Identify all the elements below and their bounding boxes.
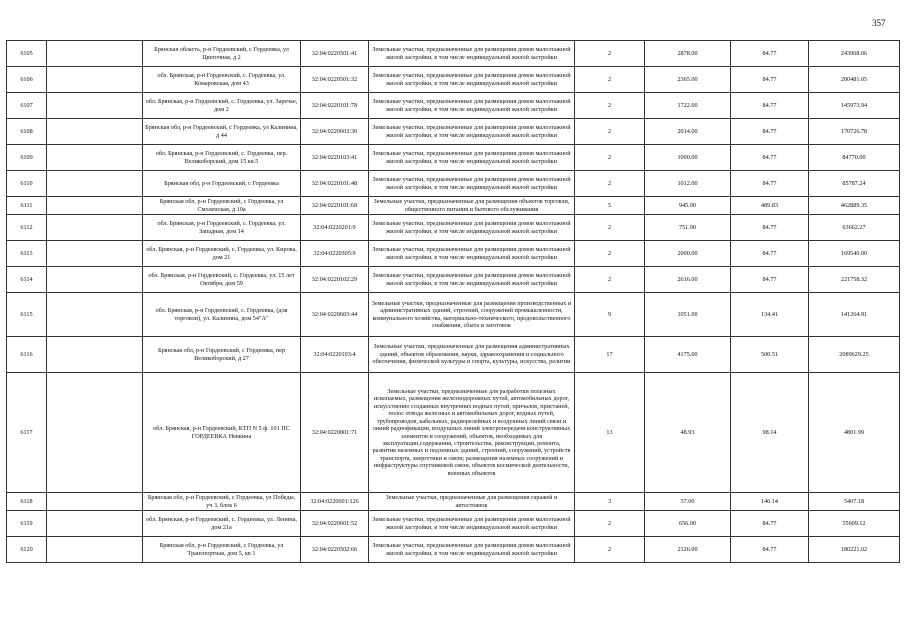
cadastral-number-cell: 32:04:0220101:48 xyxy=(301,171,369,197)
land-use-cell: Земельные участки, предназначенные для размещения домов малоэтажной жилой застройки, в том числе индивидуальной жилой застройки xyxy=(369,145,575,171)
spacer-cell xyxy=(47,145,143,171)
spacer-cell xyxy=(47,119,143,145)
spacer-cell xyxy=(47,241,143,267)
table-row xyxy=(7,119,900,145)
use-group-cell: 9 xyxy=(575,293,645,337)
rate-cell: 84.77 xyxy=(731,241,809,267)
cadastral-value-cell: 221758.32 xyxy=(809,267,900,293)
rate-cell: 98.14 xyxy=(731,373,809,493)
address-cell: обл. Брянская, р-н Гордеевский, с. Гордеевка, пер. Великоборский, дом 15 кв.5 xyxy=(143,145,301,171)
row-number-cell: 6113 xyxy=(7,241,47,267)
row-number-cell: 6111 xyxy=(7,197,47,215)
row-number-cell: 6119 xyxy=(7,511,47,537)
use-group-cell: 5 xyxy=(575,197,645,215)
spacer-cell xyxy=(47,197,143,215)
address-cell: обл. Брянская, р-н Гордеевский, с. Гордеевка, (для торговли), ул. Калинина, дом 54"А" xyxy=(143,293,301,337)
table-row xyxy=(7,197,900,215)
land-use-cell: Земельные участки, предназначенные для размещения производственных и административных зданий, строений, сооружений промышленности, коммунального хозяйства, материально-технического, продовольственного снабжения, сбыта и заготовок xyxy=(369,293,575,337)
row-number-cell: 6108 xyxy=(7,119,47,145)
address-cell: обл. Брянская, р-н Гордеевский, с. Гордеевка, ул. Комаровская, дом 43 xyxy=(143,67,301,93)
row-number-cell: 6117 xyxy=(7,373,47,493)
cadastral-value-cell: 169540.00 xyxy=(809,241,900,267)
spacer-cell xyxy=(47,537,143,563)
cadastral-value-cell: 243968.06 xyxy=(809,41,900,67)
cadastral-value-cell: 462889.35 xyxy=(809,197,900,215)
area-cell: 2014.00 xyxy=(645,119,731,145)
table-row xyxy=(7,67,900,93)
table-row xyxy=(7,145,900,171)
spacer-cell xyxy=(47,493,143,511)
rate-cell: 84.77 xyxy=(731,67,809,93)
row-number-cell: 6105 xyxy=(7,41,47,67)
address-cell: Брянская обл, р-н Гордеевский, с Гордеевка, пер Великоборский, д 27 xyxy=(143,337,301,373)
land-use-cell: Земельные участки, предназначенные для размещения домов малоэтажной жилой застройки, в том числе индивидуальной жилой застройки xyxy=(369,241,575,267)
cadastral-number-cell: 32:04:0220305:9 xyxy=(301,241,369,267)
address-cell: Брянская обл, р-н Гордеевский, с Гордеевка, ул Калинина, д 44 xyxy=(143,119,301,145)
address-cell: Брянская обл, р-н Гордеевский, с Гордеевка xyxy=(143,171,301,197)
spacer-cell xyxy=(47,373,143,493)
cadastral-number-cell: 32:04:0220201:9 xyxy=(301,215,369,241)
land-use-cell: Земельные участки, предназначенные для размещения объектов торговли, общественного питания и бытового обслуживания xyxy=(369,197,575,215)
cadastral-value-cell: 145973.94 xyxy=(809,93,900,119)
cadastral-number-cell: 32:04:0220101:78 xyxy=(301,93,369,119)
area-cell: 1722.00 xyxy=(645,93,731,119)
area-cell: 4175.00 xyxy=(645,337,731,373)
area-cell: 1051.00 xyxy=(645,293,731,337)
cadastral-number-cell: 32:04:0220102:29 xyxy=(301,267,369,293)
rate-cell: 84.77 xyxy=(731,171,809,197)
address-cell: обл. Брянская, р-н Гордеевский, с. Гордеевка, ул. Западная, дом 14 xyxy=(143,215,301,241)
area-cell: 1012.00 xyxy=(645,171,731,197)
cadastral-number-cell: 32:04:0220601:52 xyxy=(301,511,369,537)
spacer-cell xyxy=(47,41,143,67)
rate-cell: 84.77 xyxy=(731,537,809,563)
cadastral-number-cell: 32:04:0220601:126 xyxy=(301,493,369,511)
rate-cell: 84.77 xyxy=(731,511,809,537)
rate-cell: 84.77 xyxy=(731,145,809,171)
use-group-cell: 17 xyxy=(575,337,645,373)
row-number-cell: 6110 xyxy=(7,171,47,197)
cadastral-number-cell: 32:04:0220502:66 xyxy=(301,537,369,563)
page-number: 357 xyxy=(872,18,886,28)
table-row xyxy=(7,293,900,337)
cadastral-number-cell: 32:04:0220501:41 xyxy=(301,41,369,67)
cadastral-value-cell: 55609.12 xyxy=(809,511,900,537)
use-group-cell: 2 xyxy=(575,145,645,171)
address-cell: обл. Брянская, р-н Гордеевский, КТП N 5 ф. 101 ПС ГОРДЕЕВКА Невкина xyxy=(143,373,301,493)
cadastral-value-cell: 63662.27 xyxy=(809,215,900,241)
use-group-cell: 2 xyxy=(575,215,645,241)
table-row xyxy=(7,337,900,373)
table-row xyxy=(7,267,900,293)
cadastral-number-cell: 32:04:0220501:32 xyxy=(301,67,369,93)
rate-cell: 134.41 xyxy=(731,293,809,337)
use-group-cell: 2 xyxy=(575,41,645,67)
cadastral-value-cell: 85787.24 xyxy=(809,171,900,197)
land-use-cell: Земельные участки, предназначенные для размещения домов малоэтажной жилой застройки, в том числе индивидуальной жилой застройки xyxy=(369,267,575,293)
row-number-cell: 6114 xyxy=(7,267,47,293)
rate-cell: 84.77 xyxy=(731,119,809,145)
row-number-cell: 6106 xyxy=(7,67,47,93)
cadastral-number-cell: 32:04:0220103:41 xyxy=(301,145,369,171)
row-number-cell: 6112 xyxy=(7,215,47,241)
land-use-cell: Земельные участки, предназначенные для размещения домов малоэтажной жилой застройки, в том числе индивидуальной жилой застройки xyxy=(369,67,575,93)
use-group-cell: 2 xyxy=(575,93,645,119)
row-number-cell: 6107 xyxy=(7,93,47,119)
cadastral-value-cell: 200481.05 xyxy=(809,67,900,93)
land-use-cell: Земельные участки, предназначенные для размещения домов малоэтажной жилой застройки, в том числе индивидуальной жилой застройки xyxy=(369,537,575,563)
cadastral-number-cell: 32:04:0220603:44 xyxy=(301,293,369,337)
table-row xyxy=(7,241,900,267)
rate-cell: 84.77 xyxy=(731,93,809,119)
land-registry-table xyxy=(6,40,900,563)
spacer-cell xyxy=(47,171,143,197)
area-cell: 751.00 xyxy=(645,215,731,241)
use-group-cell: 2 xyxy=(575,119,645,145)
address-cell: обл. Брянская, р-н Гордеевский, с. Гордеевка, ул. 15 лет Октября, дом 59 xyxy=(143,267,301,293)
table-row xyxy=(7,215,900,241)
row-number-cell: 6120 xyxy=(7,537,47,563)
area-cell: 2616.00 xyxy=(645,267,731,293)
spacer-cell xyxy=(47,67,143,93)
land-use-cell: Земельные участки, предназначенные для размещения домов малоэтажной жилой застройки, в том числе индивидуальной жилой застройки xyxy=(369,41,575,67)
table-row xyxy=(7,537,900,563)
use-group-cell: 2 xyxy=(575,537,645,563)
land-use-cell: Земельные участки, предназначенные для размещения домов малоэтажной жилой застройки, в том числе индивидуальной жилой застройки xyxy=(369,93,575,119)
land-use-cell: Земельные участки, предназначенные для размещения гаражей и автостоянок xyxy=(369,493,575,511)
spacer-cell xyxy=(47,293,143,337)
spacer-cell xyxy=(47,93,143,119)
address-cell: обл. Брянская, р-н Гордеевский, с. Гордеевка, ул. Кирова, дом 21 xyxy=(143,241,301,267)
land-use-cell: Земельные участки, предназначенные для размещения домов малоэтажной жилой застройки, в том числе индивидуальной жилой застройки xyxy=(369,215,575,241)
table-row xyxy=(7,511,900,537)
address-cell: Брянская обл, р-н Гордеевский, с Гордеевка, ул Транспортная, дом 5, кв 1 xyxy=(143,537,301,563)
spacer-cell xyxy=(47,511,143,537)
rate-cell: 146.14 xyxy=(731,493,809,511)
area-cell: 48.93 xyxy=(645,373,731,493)
rate-cell: 84.77 xyxy=(731,267,809,293)
rate-cell: 489.83 xyxy=(731,197,809,215)
cadastral-value-cell: 84770.00 xyxy=(809,145,900,171)
row-number-cell: 6116 xyxy=(7,337,47,373)
rate-cell: 500.51 xyxy=(731,337,809,373)
use-group-cell: 2 xyxy=(575,241,645,267)
use-group-cell: 2 xyxy=(575,67,645,93)
land-use-cell: Земельные участки, предназначенные для размещения административных зданий, объектов образования, науки, здравоохранения и социального обеспечения, физической культуры и спорта, культуры, искусства, религии xyxy=(369,337,575,373)
cadastral-value-cell: 170726.78 xyxy=(809,119,900,145)
land-use-cell: Земельные участки, предназначенные для размещения домов малоэтажной жилой застройки, в том числе индивидуальной жилой застройки xyxy=(369,511,575,537)
rate-cell: 84.77 xyxy=(731,215,809,241)
rate-cell: 84.77 xyxy=(731,41,809,67)
spacer-cell xyxy=(47,337,143,373)
spacer-cell xyxy=(47,267,143,293)
use-group-cell: 2 xyxy=(575,171,645,197)
table-row xyxy=(7,41,900,67)
table-row xyxy=(7,493,900,511)
land-use-cell: Земельные участки, предназначенные для размещения домов малоэтажной жилой застройки, в том числе индивидуальной жилой застройки xyxy=(369,119,575,145)
area-cell: 2000.00 xyxy=(645,241,731,267)
row-number-cell: 6118 xyxy=(7,493,47,511)
address-cell: Брянская обл, р-н Гордеевский, с Гордеевка, ул Победы, уч 3, блок 6 xyxy=(143,493,301,511)
row-number-cell: 6115 xyxy=(7,293,47,337)
address-cell: обл. Брянская, р-н Гордеевский, с. Гордеевка, ул. Заречье, дом 2 xyxy=(143,93,301,119)
cadastral-number-cell: 32:04:0220603:30 xyxy=(301,119,369,145)
cadastral-number-cell: 32:04:0220101:68 xyxy=(301,197,369,215)
use-group-cell: 2 xyxy=(575,511,645,537)
use-group-cell: 3 xyxy=(575,493,645,511)
cadastral-value-cell: 2089629.25 xyxy=(809,337,900,373)
address-cell: обл. Брянская, р-н Гордеевский, с. Гордеевка, ул. Ленина, дом 21а xyxy=(143,511,301,537)
land-use-cell: Земельные участки, предназначенные для размещения домов малоэтажной жилой застройки, в том числе индивидуальной жилой застройки xyxy=(369,171,575,197)
area-cell: 2126.00 xyxy=(645,537,731,563)
area-cell: 37.00 xyxy=(645,493,731,511)
address-cell: Брянская обл, р-н Гордеевский, с Гордеевка, ул Смоленская, д 10а xyxy=(143,197,301,215)
area-cell: 945.00 xyxy=(645,197,731,215)
area-cell: 1000.00 xyxy=(645,145,731,171)
use-group-cell: 2 xyxy=(575,267,645,293)
address-cell: Брянская область, р-н Гордеевский, с Гордеевка, ул Цветочная, д 2 xyxy=(143,41,301,67)
cadastral-value-cell: 180221.02 xyxy=(809,537,900,563)
table-row xyxy=(7,171,900,197)
land-use-cell: Земельные участки, предназначенные для разработки полезных ископаемых, размещения железнодорожных путей, автомобильных дорог, искусственно созданных внутренних водных путей, причалов, пристаней, полос отвода железных и автомобильных дорог, водных путей, трубопроводов, кабельных, радиорелейных и воздушных линий связи и линий радиофикации, воздушных линий электропередачи конструктивных элементов и сооружений, объектов, необходимых для эксплуатации,содержания, строительства, реконструкции, ремонта, развития наземных и подземных зданий, строений, сооружений, устройств транспорта, энергетики и связи; размещения наземных сооружений и инфраструктуры спутниковой связи, объектов космической деятельности, военных объектов xyxy=(369,373,575,493)
cadastral-number-cell: 32:04:0220801:71 xyxy=(301,373,369,493)
table-row xyxy=(7,93,900,119)
area-cell: 656.00 xyxy=(645,511,731,537)
area-cell: 2365.00 xyxy=(645,67,731,93)
cadastral-value-cell: 4801.99 xyxy=(809,373,900,493)
cadastral-value-cell: 141264.91 xyxy=(809,293,900,337)
area-cell: 2878.00 xyxy=(645,41,731,67)
cadastral-value-cell: 5407.18 xyxy=(809,493,900,511)
use-group-cell: 13 xyxy=(575,373,645,493)
table-row xyxy=(7,373,900,493)
cadastral-number-cell: 32:04:0220103:4 xyxy=(301,337,369,373)
spacer-cell xyxy=(47,215,143,241)
row-number-cell: 6109 xyxy=(7,145,47,171)
